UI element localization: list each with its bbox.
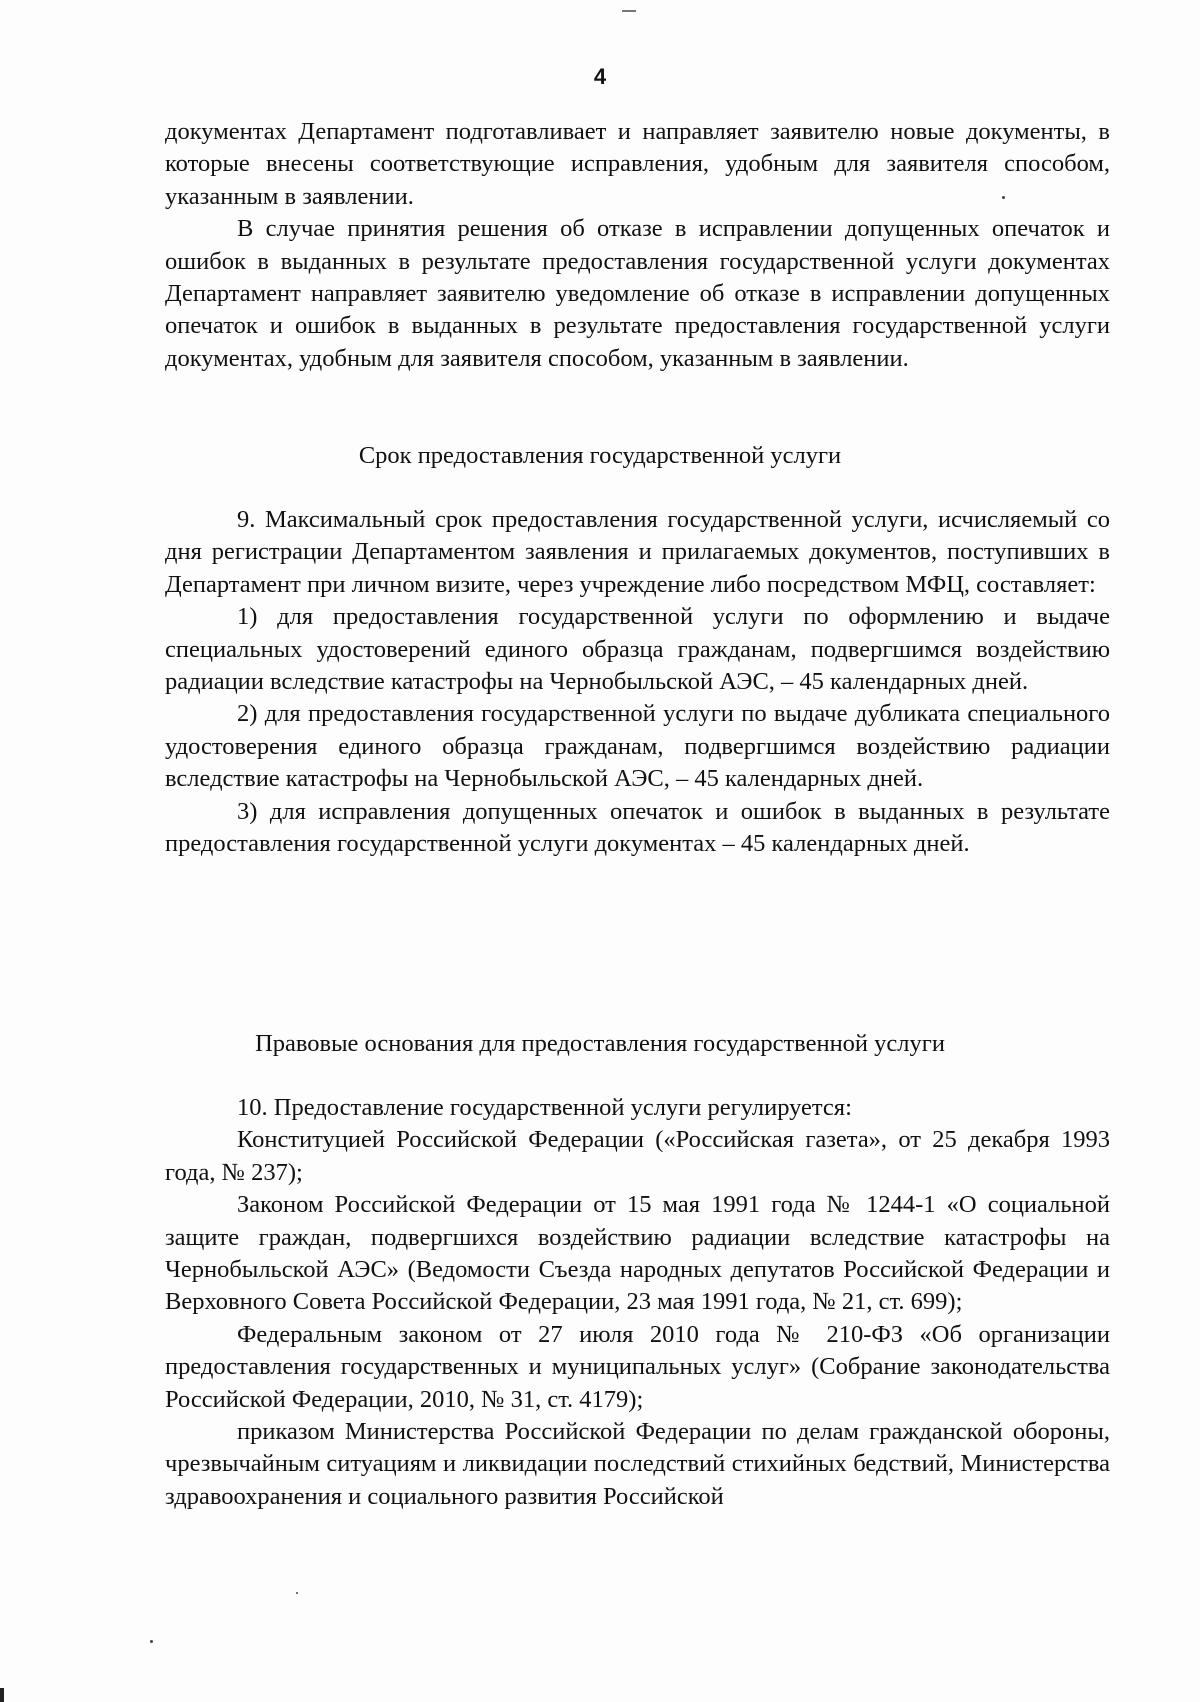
text-block-legal-basis [165,1092,1110,1513]
text-block-term [165,504,1110,860]
paragraph: Конституцией Российской Федерации («Российская газета», от 25 декабря 1993 года, № 237); [165,1126,1110,1186]
paragraph: 9. Максимальный срок предоставления государственной услуги, исчисляемый со дня регистрации Департаментом заявления и прилагаемых документов, поступивших в Департамент при личном визите, через учреждение либо посредством МФЦ, составляет: [165,506,1110,598]
paragraph: Законом Российской Федерации от 15 мая 1991 года № 1244-1 «О социальной защите граждан, подвергшихся воздействию радиации вследствие катастрофы на Чернобыльской АЭС» (Ведомости Съезда народных депутатов Российской Федерации и Верховного Совета Российской Федерации, 23 мая 1991 года, № 21, ст. 699); [165,1191,1110,1316]
text-block-continuation [165,116,1110,375]
paragraph: 2) для предоставления государственной услуги по выдаче дубликата специального удостоверения единого образца гражданам, подвергшимся воздействию радиации вследствие катастрофы на Чернобыльской АЭС, – 45 календарных дней. [165,700,1110,793]
paragraph: 1) для предоставления государственной услуги по оформлению и выдаче специальных удостоверений единого образца гражданам, подвергшимся воздействию радиации вследствие катастрофы на Чернобыльской АЭС, – 45 календарных дней. [165,603,1110,696]
paragraph: приказом Министерства Российской Федерации по делам гражданской обороны, чрезвычайным ситуациям и ликвидации последствий стихийных бедствий, Министерства здравоохранения и социального развития Российской [165,1418,1110,1510]
scan-mark [622,10,636,12]
paragraph: В случае принятия решения об отказе в исправлении допущенных опечаток и ошибок в выданных в результате предоставления государственной услуги документах Департамент направляет заявителю уведомление об отказе в исправлении допущенных опечаток и ошибок в выданных в результате предоставления государственной услуги документах, удобным для заявителя способом, указанным в заявлении. [165,215,1110,372]
paragraph: 10. Предоставление государственной услуги регулируется: [237,1094,852,1121]
paragraph: 3) для исправления допущенных опечаток и ошибок в выданных в результате предоставления государственной услуги документах – 45 календарных дней. [165,797,1110,858]
scan-speck [296,1592,298,1594]
page-number: 4 [593,64,607,89]
section-heading: Правовые основания для предоставления государственной услуги [255,1030,945,1057]
scan-speck [150,1640,153,1643]
section-heading: Срок предоставления государственной услуги [358,442,842,469]
scan-mark [0,1688,4,1702]
paragraph: Федеральным законом от 27 июля 2010 года № 210-ФЗ «Об организации предоставления государственных и муниципальных услуг» (Собрание законодательства Российской Федерации, 2010, № 31, ст. 4179); [165,1320,1110,1413]
paragraph: документах Департамент подготавливает и направляет заявителю новые документы, в которые внесены соответствующие исправления, удобным для заявителя способом, указанным в заявлении. [165,118,1110,210]
